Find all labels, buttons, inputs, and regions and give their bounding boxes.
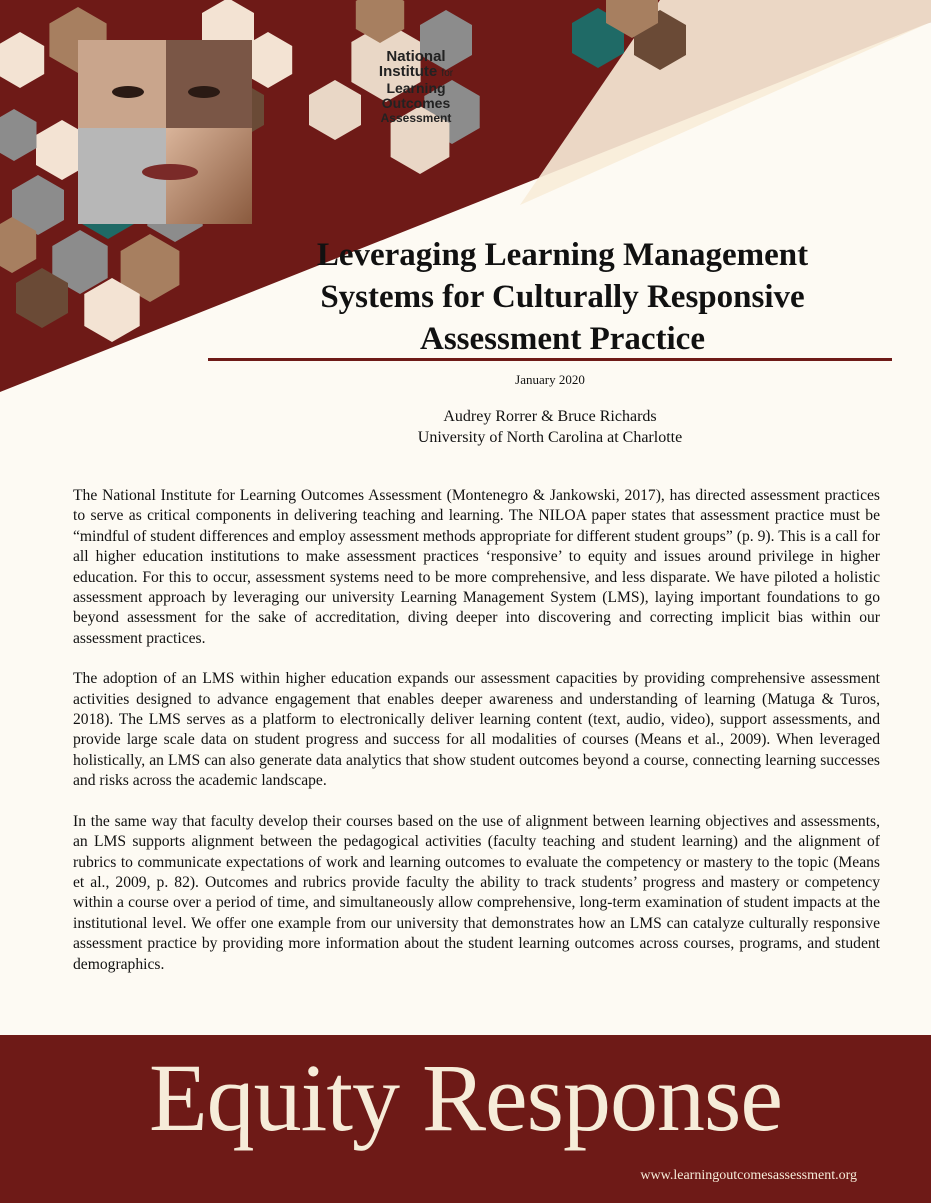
- logo-for: for: [441, 68, 454, 79]
- paragraph-1: The National Institute for Learning Outcomes Assessment (Montenegro & Jankowski, 2017), has directed assessment practices to serve as critical components in delivering teaching and learning. The NILOA paper states that assessment practice must be “mindful of student differences and employ assessment methods appropriate for different student groups” (p. 9). This is a call for all higher education institutions to make assessment practices ‘responsive’ to equity and issues around privilege in higher education. For this to occur, assessment systems need to be more comprehensive, and less disparate. We have piloted a holistic assessment approach by leveraging our university Learning Management System (LMS), laying important foundations to go beyond assessment for the sake of accreditation, diving deeper into discovering and correcting implicit bias within our assessment practices.: [73, 487, 880, 647]
- footer-title: Equity Response: [149, 1044, 782, 1151]
- face-collage: [78, 40, 252, 224]
- logo-line-3: Learning Outcomes: [381, 80, 451, 111]
- logo-line-1: National: [386, 48, 446, 65]
- paragraph-2: The adoption of an LMS within higher education expands our assessment capacities by providing comprehensive assessment activities designed to advance engagement that enables deeper awareness and understanding of learning (Matuga & Turos, 2018). The LMS serves as a platform to electronically deliver learning content (text, audio, video), support assessments, and provide large scale data on student progress and success for all modalities of courses (Means et al., 2009). When leveraged holistically, an LMS can also generate data analytics that show student outcomes beyond a course, connecting learning successes and risks across the academic landscape.: [73, 670, 880, 790]
- author-block: [208, 406, 892, 448]
- author-names: Audrey Rorrer & Bruce Richards: [443, 408, 657, 425]
- title-line-3: Assessment Practice: [420, 321, 705, 357]
- publication-date: January 2020: [515, 372, 585, 387]
- logo-line-4: Assessment: [380, 111, 452, 125]
- footer-banner: [0, 1035, 931, 1203]
- niloa-logo: [356, 49, 476, 126]
- title-line-2: Systems for Culturally Responsive: [320, 279, 805, 315]
- logo-line-2: Institute: [378, 63, 438, 80]
- paragraph-3: In the same way that faculty develop their courses based on the use of alignment between learning objectives and assessments, an LMS supports alignment between the pedagogical activities (faculty teaching and student learning) and the alignment of rubrics to communicate expectations of work and learning outcomes to evaluate the competency or mastery to the topic (Means et al., 2009, p. 82). Outcomes and rubrics provide faculty the ability to track students’ progress and mastery or competency within a course over a period of time, and simultaneously allow comprehensive, long-term examination of student impacts at the institutional level. We offer one example from our university that demonstrates how an LMS can catalyze culturally responsive assessment practice by providing more information about the student learning outcomes across courses, programs, and student demographics.: [73, 812, 880, 973]
- footer-url[interactable]: www.learningoutcomesassessment.org: [640, 1168, 857, 1183]
- title-line-1: Leveraging Learning Management: [316, 237, 809, 273]
- title-rule: [208, 358, 892, 361]
- body-text: [73, 486, 880, 995]
- author-affiliation: University of North Carolina at Charlotte: [417, 429, 683, 446]
- document-title: [240, 234, 885, 360]
